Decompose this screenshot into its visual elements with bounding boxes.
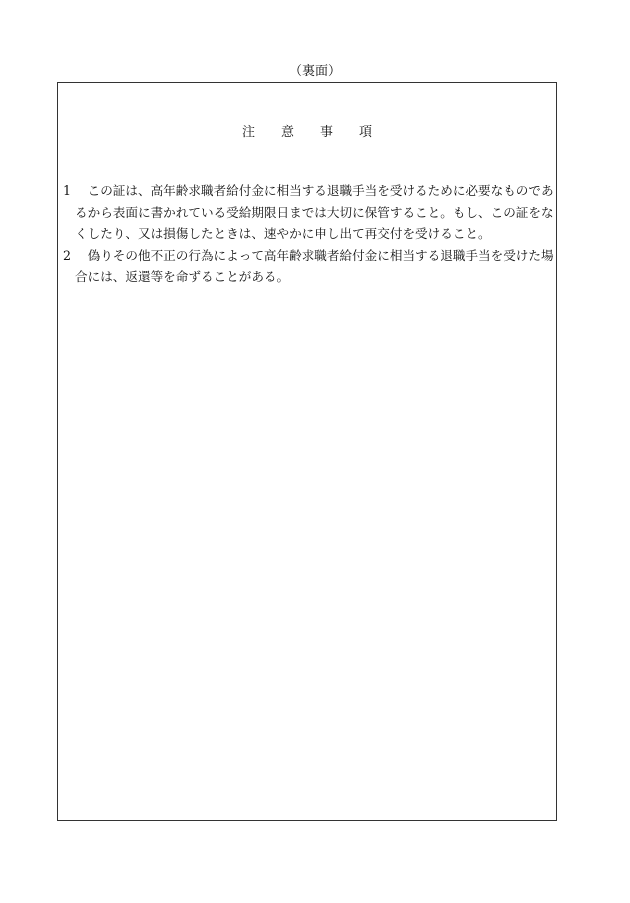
heading-char: 注	[241, 125, 255, 140]
heading-char: 事	[320, 125, 334, 140]
notes-heading	[57, 124, 557, 142]
page-label: （裏面）	[288, 64, 341, 79]
heading-char: 意	[280, 125, 294, 140]
notes-list	[63, 180, 555, 288]
note-text: この証は、高年齢求職者給付金に相当する退職手当を受けるために必要なものであるから表面に書かれている受給期限日までは大切に保管すること。もし、この証をなくしたり、又は損傷したときは、速やかに申し出て再交付を受けること。	[75, 183, 554, 241]
note-text: 偽りその他不正の行為によって高年齢求職者給付金に相当する退職手当を受けた場合には、返還等を命ずることがある。	[75, 247, 554, 284]
heading-char: 項	[359, 125, 373, 140]
note-item	[63, 180, 555, 245]
note-number: 1	[63, 183, 72, 198]
note-item	[63, 245, 555, 288]
note-number: 2	[63, 247, 72, 263]
